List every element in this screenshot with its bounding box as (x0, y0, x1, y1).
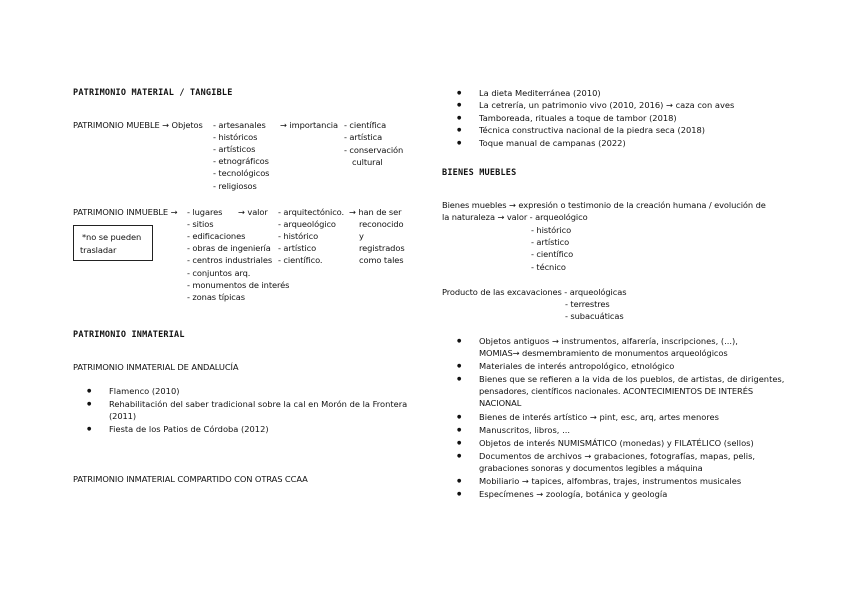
list-item-cont: (2011) (109, 411, 136, 421)
mueble-label: PATRIMONIO MUEBLE → Objetos (73, 120, 203, 130)
conservacion-item: - conservación (344, 145, 404, 155)
list-item: ● Manuscritos, libros, ... (479, 424, 570, 436)
list-item: ● La dieta Mediterránea (2010) (479, 87, 601, 99)
list-item: ● La cetrería, un patrimonio vivo (2010, 2016) → caza con aves (479, 99, 734, 111)
list-item-cont: MOMIAS→ desmembramiento de monumentos arqueológicos (479, 348, 728, 358)
objetos-item: - religiosos (213, 181, 257, 191)
lugares-item: - conjuntos arq. (187, 268, 251, 278)
lugares-item: - centros industriales (187, 255, 273, 265)
bienes-valor: - artístico (531, 237, 570, 247)
list-item: ● Fiesta de los Patios de Córdoba (2012) (109, 423, 269, 435)
reconocido-item: y (359, 231, 364, 241)
bienes-line: Bienes muebles → expresión o testimonio de la creación humana / evolución de (442, 200, 766, 210)
valor-item: - artístico (278, 243, 317, 253)
excavaciones-label: Producto de las excavaciones - arqueológicas (442, 287, 627, 297)
lugares-item: - lugares (187, 207, 223, 217)
note-line: trasladar (80, 245, 117, 255)
list-item: ● Toque manual de campanas (2022) (479, 137, 626, 149)
list-item: ● Mobiliario → tapices, alfombras, trajes, instrumentos musicales (479, 475, 741, 487)
heading-bienes-muebles: BIENES MUEBLES (442, 168, 517, 178)
note-line: *no se pueden (82, 232, 142, 242)
list-item: ● Documentos de archivos → grabaciones, fotografías, mapas, pelis, (479, 450, 755, 462)
lugares-item: - zonas típicas (187, 292, 245, 302)
list-item: ● Materiales de interés antropológico, etnológico (479, 360, 674, 372)
objetos-item: - tecnológicos (213, 168, 270, 178)
reconocido-item: → han de ser (349, 207, 402, 217)
list-item-cont: NACIONAL (479, 398, 522, 408)
list-item: ● Rehabilitación del saber tradicional sobre la cal en Morón de la Frontera (109, 398, 407, 410)
lugares-item: - edificaciones (187, 231, 246, 241)
objetos-item: - etnográficos (213, 156, 269, 166)
importancia-item: - artística (344, 132, 383, 142)
andalucia-title: PATRIMONIO INMATERIAL DE ANDALUCÍA (73, 362, 239, 372)
list-item: ● Tamboreada, rituales a toque de tambor (2018) (479, 112, 677, 124)
note-box (73, 225, 153, 261)
list-item: ● Bienes que se refieren a la vida de los pueblos, de artistas, de dirigentes, (479, 373, 784, 385)
list-item: ● Especímenes → zoología, botánica y geología (479, 488, 667, 500)
list-item: ● Objetos antiguos → instrumentos, alfarería, inscripciones, (...), (479, 335, 738, 347)
list-item: ● Flamenco (2010) (109, 385, 179, 397)
heading-patrimonio-inmaterial: PATRIMONIO INMATERIAL (73, 330, 185, 340)
lugares-item: - monumentos de interés (187, 280, 290, 290)
inmueble-label: PATRIMONIO INMUEBLE → (73, 207, 178, 217)
lugares-item: - sitios (187, 219, 214, 229)
reconocido-item: como tales (359, 255, 404, 265)
excavaciones-item: - subacuáticas (565, 311, 624, 321)
reconocido-item: registrados (359, 243, 405, 253)
list-item: ● Técnica constructiva nacional de la piedra seca (2018) (479, 124, 705, 136)
lugares-item: - obras de ingeniería (187, 243, 271, 253)
valor-item: - arquitectónico. (278, 207, 345, 217)
heading-patrimonio-material: PATRIMONIO MATERIAL / TANGIBLE (73, 88, 233, 98)
objetos-item: - artesanales (213, 120, 266, 130)
bienes-valor: - histórico (531, 225, 572, 235)
list-item: ● Bienes de interés artístico → pint, esc, arq, artes menores (479, 411, 719, 423)
bienes-valor: - técnico (531, 262, 566, 272)
valor-label: → valor (238, 207, 268, 217)
list-item: ● Objetos de interés NUMISMÁTICO (monedas) y FILATÉLICO (sellos) (479, 437, 754, 449)
list-item-cont: pensadores, científicos nacionales. ACONTECIMIENTOS DE INTERÉS (479, 386, 754, 396)
conservacion-item: cultural (352, 157, 383, 167)
importancia-item: - científica (344, 120, 387, 130)
list-item-cont: grabaciones sonoras y documentos legibles a máquina (479, 463, 703, 473)
excavaciones-item: - terrestres (565, 299, 610, 309)
bienes-valor: - científico (531, 249, 574, 259)
valor-item: - científico. (278, 255, 323, 265)
valor-item: - arqueológico (278, 219, 336, 229)
compartido-title: PATRIMONIO INMATERIAL COMPARTIDO CON OTRAS CCAA (73, 474, 308, 484)
objetos-item: - históricos (213, 132, 258, 142)
valor-item: - histórico (278, 231, 319, 241)
importancia-label: → importancia (280, 120, 338, 130)
reconocido-item: reconocido (359, 219, 404, 229)
bienes-line: la naturaleza → valor - arqueológico (442, 212, 588, 222)
objetos-item: - artísticos (213, 144, 256, 154)
